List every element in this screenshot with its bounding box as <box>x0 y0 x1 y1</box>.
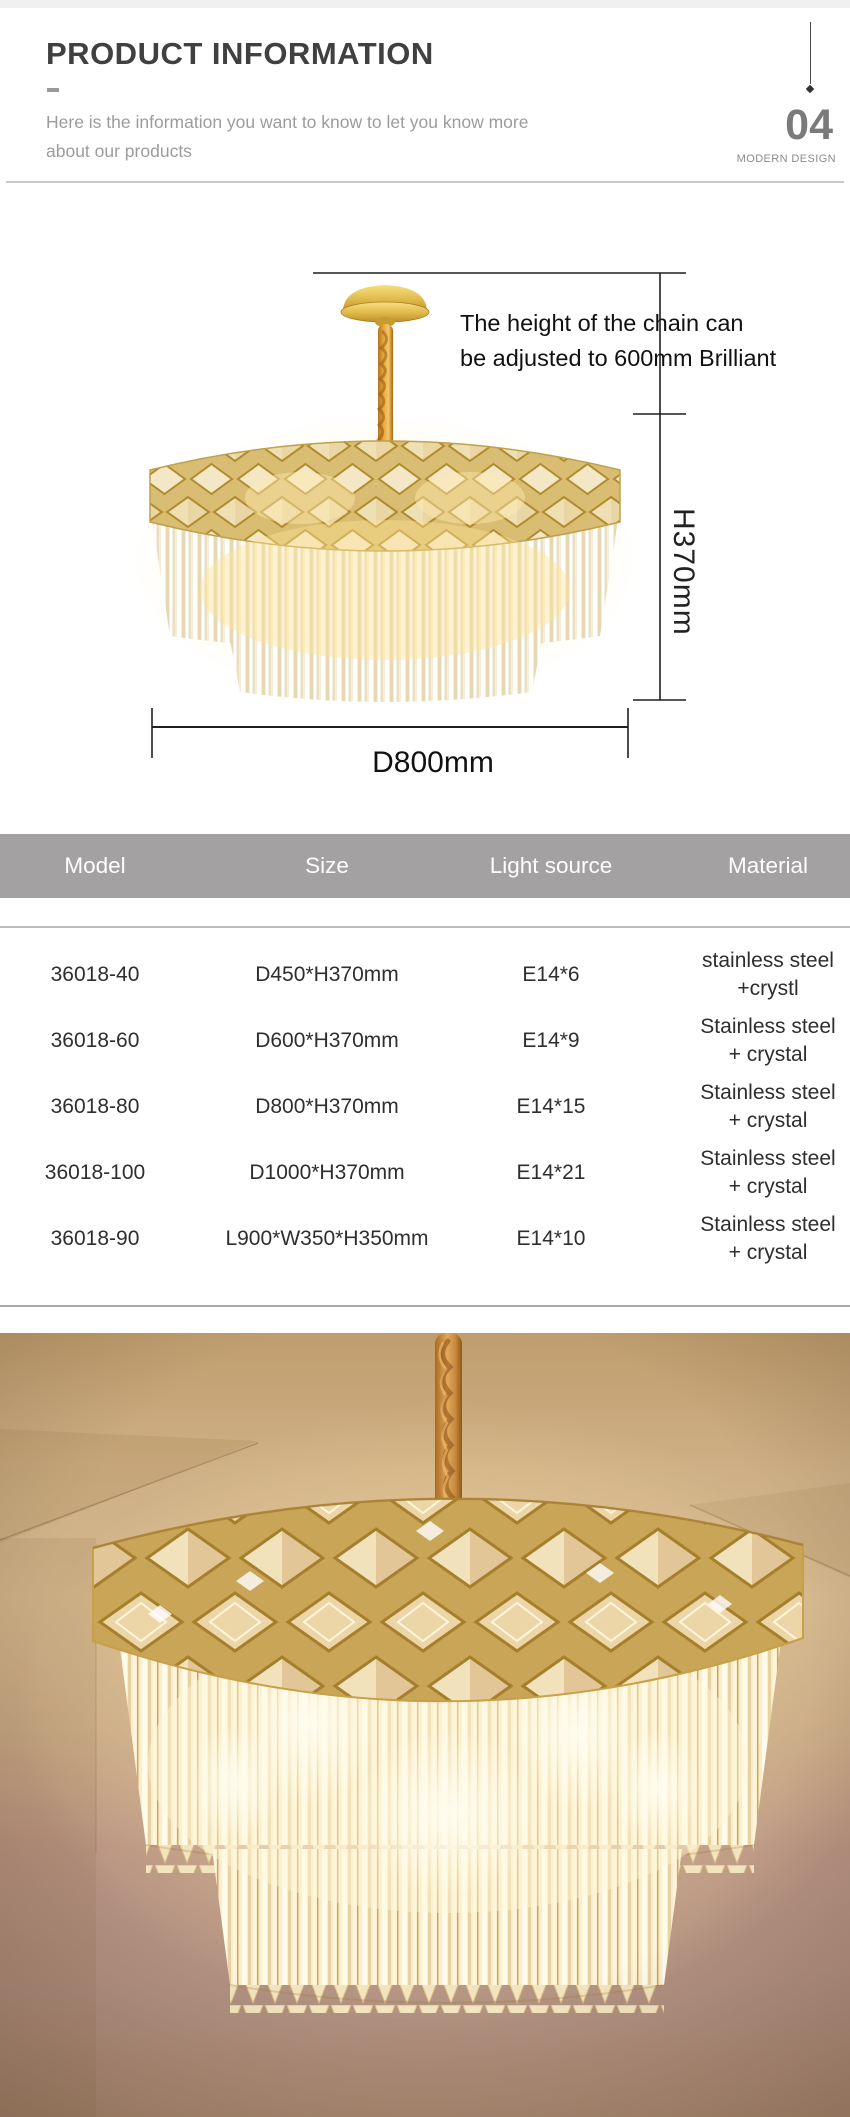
table-row <box>0 1206 850 1272</box>
material-line-1: Stainless steel <box>700 1081 836 1104</box>
material-line-2: + crystal <box>728 1241 808 1264</box>
cell-material <box>638 1079 850 1135</box>
cell-model: 36018-60 <box>50 1029 140 1052</box>
cell-light-source: E14*10 <box>516 1227 586 1250</box>
chain-note-line-2: be adjusted to 600mm Brilliant <box>460 345 777 371</box>
cell-light-source: E14*9 <box>522 1029 580 1052</box>
cell-size: D450*H370mm <box>255 963 399 986</box>
material-line-1: Stainless steel <box>700 1147 836 1170</box>
cell-model: 36018-40 <box>50 963 140 986</box>
table-row <box>0 942 850 1008</box>
canopy <box>341 285 429 327</box>
subtitle-line-2: about our products <box>46 141 192 161</box>
section-index-dot <box>806 85 814 93</box>
column-header-model: Model <box>64 853 126 878</box>
table-row <box>0 1008 850 1074</box>
diameter-label: D800mm <box>372 746 494 779</box>
spec-table-body <box>0 942 850 1272</box>
material-line-1: Stainless steel <box>700 1015 836 1038</box>
cell-size: D600*H370mm <box>255 1029 399 1052</box>
material-line-1: stainless steel <box>702 949 834 972</box>
photo-vignette <box>0 1333 850 2117</box>
table-row <box>0 1074 850 1140</box>
cell-size: D800*H370mm <box>255 1095 399 1118</box>
column-header-material: Material <box>727 853 809 878</box>
cell-size: L900*W350*H350mm <box>225 1227 429 1250</box>
material-line-1: Stainless steel <box>700 1213 836 1236</box>
column-header-size: Size <box>305 853 349 878</box>
page-top-strip <box>0 0 850 8</box>
title-dash <box>47 88 59 92</box>
cell-model: 36018-90 <box>50 1227 140 1250</box>
spec-table-header <box>0 834 850 898</box>
section-index-number: 04 <box>785 101 833 149</box>
page-title: PRODUCT INFORMATION <box>46 36 434 71</box>
cell-material <box>638 1145 850 1201</box>
cell-light-source: E14*21 <box>516 1161 586 1184</box>
cell-size: D1000*H370mm <box>249 1161 405 1184</box>
chandelier-dimension-diagram <box>0 183 850 810</box>
height-label: H370mm <box>667 508 700 636</box>
table-bottom-divider <box>0 1305 850 1307</box>
cell-light-source: E14*6 <box>522 963 580 986</box>
cell-material <box>638 947 850 1003</box>
chain-note-line-1: The height of the chain can <box>460 310 744 336</box>
subtitle-line-1: Here is the information you want to know to let you know more <box>46 112 529 132</box>
cell-model: 36018-80 <box>50 1095 140 1118</box>
cell-material <box>638 1211 850 1267</box>
column-header-light-source: Light source <box>489 853 613 878</box>
cell-model: 36018-100 <box>44 1161 146 1184</box>
material-line-2: + crystal <box>728 1109 808 1132</box>
material-line-2: + crystal <box>728 1175 808 1198</box>
section-index-line <box>810 22 811 84</box>
tier-glow <box>200 520 570 660</box>
cell-material <box>638 1013 850 1069</box>
table-top-rule <box>0 926 850 928</box>
cell-light-source: E14*15 <box>516 1095 586 1118</box>
material-line-2: +crystl <box>737 977 799 1000</box>
table-row <box>0 1140 850 1206</box>
chain-note <box>460 306 776 376</box>
material-line-2: + crystal <box>728 1043 808 1066</box>
section-index-caption: MODERN DESIGN <box>736 153 836 165</box>
chandelier-room-photo <box>0 1333 850 2117</box>
chain <box>378 324 393 452</box>
